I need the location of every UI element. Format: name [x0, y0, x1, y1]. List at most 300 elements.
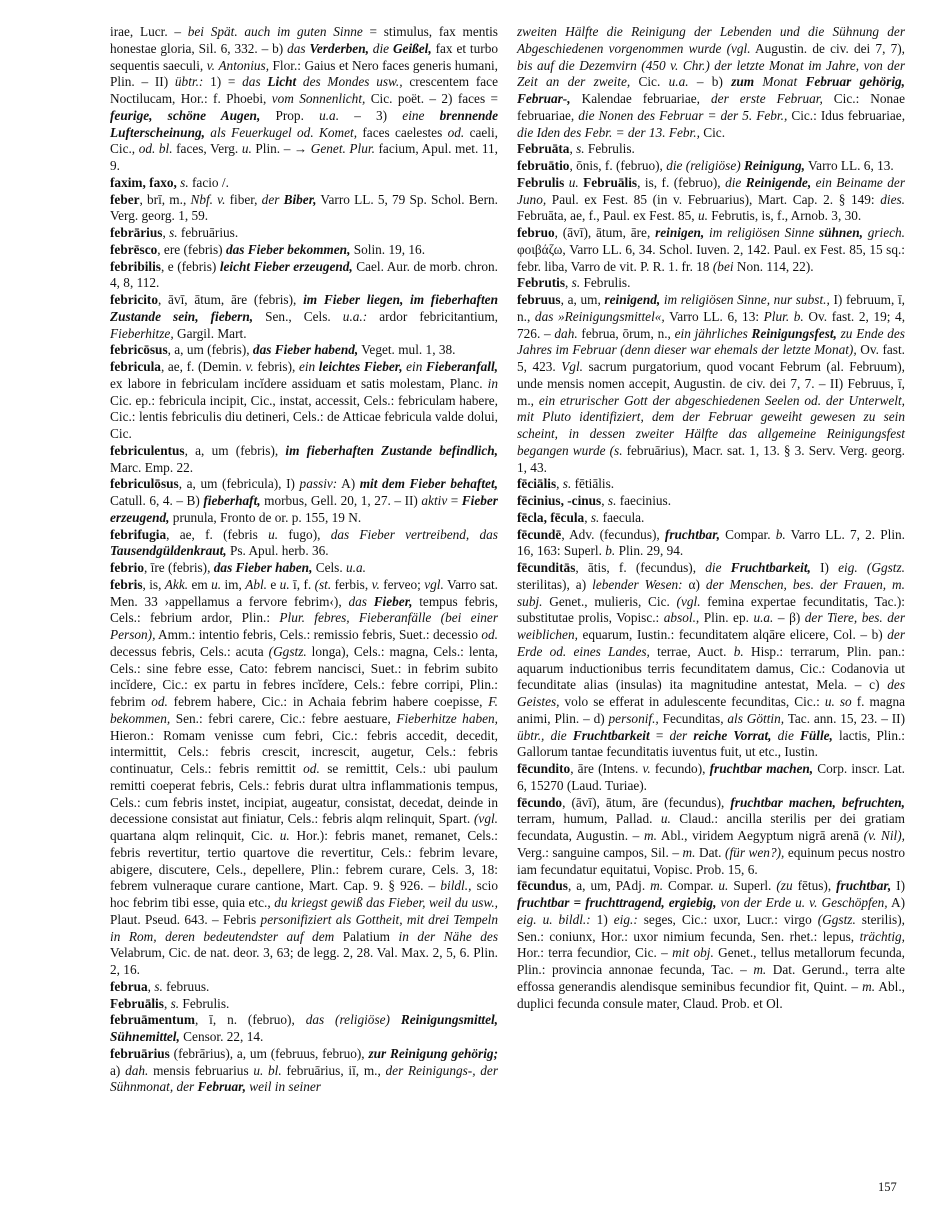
dictionary-entry [517, 527, 905, 561]
entry-text: = stimulus, fax mentis honestae gloria, Sil. 6, 332. – b) [110, 24, 498, 56]
entry-text: a) [110, 1062, 126, 1078]
entry-text: Abl. [245, 576, 267, 592]
entry-text: s. [571, 275, 581, 291]
entry-text: tempus febris, Cels.: febrium ardor, Plin.: [110, 593, 498, 626]
entry-text: decessus febris, Cels.: acuta [110, 643, 269, 659]
entry-text: Dat. [695, 844, 726, 860]
entry-text: od. [303, 761, 320, 776]
entry-text: Sen.: febri carere, Cic.: febre aestuare, [170, 710, 397, 726]
headword: febricōsus [110, 342, 168, 358]
dictionary-entry [110, 242, 498, 259]
entry-text: v. [245, 359, 254, 374]
entry-text: mit obj. [672, 945, 714, 961]
entry-text: fugo), [278, 526, 331, 542]
entry-text: absol., [663, 610, 700, 626]
entry-text: Non. 114, 22). [733, 258, 814, 274]
entry-text: der Tiere, bes. der weiblichen, [517, 610, 905, 642]
entry-text: Tausendgüldenkraut, [110, 543, 227, 559]
page-number: 157 [878, 1180, 897, 1194]
entry-text: , [569, 141, 577, 157]
right-column [517, 24, 905, 1012]
entry-text: Compar. [663, 878, 719, 894]
entry-text: , is, [142, 576, 165, 592]
entry-text: m. [644, 828, 657, 843]
headword: fēcundito [517, 761, 571, 776]
dictionary-entry [110, 996, 498, 1013]
entry-text: se remittit, Cels.: ubi paulum remitti coeperat febris, Cels.: febris durat ultra inflammationis tempus, Cels.: cum febris instet, incipiat, augeatur, consistat, decedat, deinde in decessione consistat aut finiatur, Cels.: febris alqm relinquit, Spart. [110, 761, 498, 827]
entry-text: februārius. [177, 225, 239, 240]
entry-text: Veget. mul. 1, 38. [358, 342, 456, 358]
entry-text: , a, um (febris), [167, 342, 253, 358]
entry-text: , āre (Intens. [570, 761, 643, 776]
entry-text: = [447, 493, 462, 508]
entry-text: das Fieber vertreibend, das [330, 526, 498, 542]
entry-text: A) [887, 895, 906, 910]
entry-text: fieberhaft, [203, 493, 261, 508]
entry-text: u. [211, 576, 222, 592]
entry-text: Hisp.: terrarum, Plin. pan.: aquarum inductionibus terris fecunditatem damus, Cic.: Codanovia ut fecunditate alias (insulas) ita magnitudine antestat, Mela. – c) [517, 643, 905, 693]
entry-text: übtr., die [517, 727, 573, 743]
headword: februo [517, 225, 555, 240]
entry-text: das [242, 74, 268, 90]
entry-text: I) februum, ī, n., [517, 292, 906, 324]
entry-text: trächtig, [859, 928, 905, 944]
headword: fēcundo [517, 794, 563, 810]
entry-text: das »Reinigungsmittel«, [534, 308, 665, 324]
entry-text: Marc. Emp. 22. [110, 459, 194, 475]
entry-text: fruchtbar, [664, 526, 720, 542]
entry-text: , [147, 978, 155, 994]
entry-text: od. [481, 627, 498, 642]
entry-text: sacrum purgatorium, quod vocant Februm (al. Februum), unde mensis nomen accepit, Augustin. de civ. dei 7, 7. – II) Februus, ī, m., [517, 359, 906, 408]
entry-text: febres, Fieberanfälle (bei einer Person), [110, 610, 498, 642]
entry-text: u.a.: [342, 308, 368, 324]
entry-text: Hor.: terra fecundior, Cic. – [517, 945, 673, 961]
entry-text: Februāta, ae, f., Paul. ex Fest. 85, [517, 208, 698, 224]
headword: februus [517, 292, 561, 307]
entry-text: Abl., viridem Aegyptum nigrā arenā [656, 828, 864, 843]
headword: fēcundē [517, 526, 562, 542]
entry-text: eig.: [613, 911, 638, 927]
entry-text: die [368, 40, 393, 56]
entry-text: im, [221, 576, 246, 592]
entry-text: v. [642, 761, 651, 776]
entry-text: Cic. ep.: febricula incipit, Cic., instat, accessit, Cels.: febriculam habere, Cic.: lentis febriculis diu detineri, Cels.: de Atticae febricula valde dolui, Cic. [110, 392, 498, 441]
entry-text: fecundo), [650, 761, 710, 776]
dictionary-entry [517, 510, 905, 527]
headword: febrārius [110, 225, 163, 240]
entry-text: (febrārius), a, um (februus, februo), [169, 1045, 369, 1061]
dictionary-entry [517, 476, 905, 493]
headword: febrio [110, 560, 144, 575]
entry-text: Plur. [279, 610, 305, 626]
dictionary-entry [110, 359, 498, 443]
entry-text: Fruchtbarkeit, [730, 560, 811, 575]
entry-text: Genet., mulieris, Cic. [542, 593, 677, 609]
entry-text: im religiösen Sinne [704, 225, 819, 240]
dictionary-entry [517, 175, 905, 225]
headword: februāmentum [110, 1012, 195, 1028]
headword: Februālis [110, 995, 164, 1011]
entry-text: , (āvī), ātum, āre (fecundus), [562, 794, 731, 810]
headword: febribilis [110, 258, 161, 274]
entry-text: Claud.: ancilla sterilis per dei gratiam fecundata, Augustin. – [517, 811, 905, 843]
entry-text: der Menschen, bes. der Frauen, m. subj. [517, 576, 905, 609]
entry-text: α) [682, 576, 706, 592]
entry-text: ein [402, 359, 426, 374]
entry-text: f. magna animi, Plin. – d) [517, 694, 905, 726]
dictionary-entry [110, 225, 498, 242]
entry-text: Plur. b. [763, 308, 804, 324]
entry-text: s. [562, 476, 572, 492]
entry-text: u. [824, 694, 835, 709]
entry-text: febrem habere, Cic.: in Achaia febrim habere coepisse, [167, 694, 489, 709]
entry-text: s. [169, 225, 178, 240]
entry-text: , [556, 476, 563, 492]
entry-text: zweiten Hälfte die Reinigung der Lebenden und die Sühnung der Abgeschiedenen vorgenommen wurde (vgl. [517, 24, 905, 56]
entry-text: 1) [590, 911, 614, 927]
entry-text: Verderben, [309, 40, 369, 56]
entry-text: , is, f. (februo), [637, 174, 726, 190]
entry-text: m. [650, 878, 664, 894]
entry-text: , ere (febris) [157, 241, 226, 257]
entry-text: scio hoc febrim tibi esse, quia etc., [110, 878, 498, 910]
entry-text: dies. [880, 191, 905, 207]
entry-text: fiber, [225, 191, 262, 207]
entry-text: = [649, 727, 670, 743]
entry-text: weil in seiner [245, 1079, 321, 1095]
entry-text: fruchtbar machen, befruchten, [730, 794, 905, 810]
entry-text: eine [402, 107, 440, 123]
entry-text: od. bl. [138, 141, 173, 157]
entry-text: Plin. 29, 94. [615, 543, 684, 559]
entry-text: als Feuerkugel od. Komet, [204, 124, 358, 140]
entry-text: s. [154, 978, 163, 994]
entry-text: m. [862, 978, 876, 994]
entry-text: crescentem face Noctilucam, Hor.: f. Phoebi, [110, 74, 498, 106]
entry-text: I) [891, 878, 905, 894]
entry-text: Ov. fast. 5, 423. [517, 342, 905, 374]
entry-text: , ae, f. (febris [166, 526, 269, 542]
headword: faxim, faxo, [110, 174, 177, 190]
entry-text: faecula. [599, 509, 645, 525]
entry-text: , [162, 225, 170, 240]
entry-text: , [565, 275, 572, 291]
entry-text: v. [206, 57, 215, 73]
entry-text: Nbf. v. [190, 191, 226, 207]
entry-text: febris), [253, 359, 299, 374]
entry-text: u. [660, 811, 671, 827]
entry-text: fax et turbo sequentis saeculi, [110, 40, 498, 73]
entry-text: februārius), Macr. sat. 1, 13. § 3. Serv. Verg. georg. 1, 43. [517, 442, 905, 475]
entry-text: Februlis. [584, 141, 635, 157]
entry-text: u. [268, 526, 279, 542]
entry-text: sühnen, [818, 225, 863, 240]
entry-text: der [261, 191, 284, 207]
entry-text: , a, um, [560, 292, 605, 307]
entry-text: Genet. Plur. [310, 141, 375, 157]
entry-text: (für wen?), [725, 844, 785, 860]
entry-text: Fieber, [373, 593, 413, 609]
entry-text: Biber, [283, 191, 317, 207]
entry-text: Hieron.: Romam venisse cum febri, Cic.: febris accedit, decedit, intermittit, Cels.: febris crescit, increscit, augetur, Cels.: febris continuatur, Cels.: febris remittit [110, 727, 498, 776]
entry-text: Cic.: Idus februariae, [787, 107, 906, 123]
entry-text: Superl. [728, 878, 777, 894]
entry-text: reinigen, [655, 225, 705, 240]
headword: Februlis [517, 174, 565, 190]
entry-text: Verg.: sanguine campos, Sil. – [517, 844, 683, 860]
headword: fēcunditās [517, 560, 576, 575]
entry-text: zu Ende des Jahres im Februar (denn dieser war ehemals der letzte Monat), [517, 325, 905, 358]
entry-text: u. [568, 174, 579, 190]
entry-text: Februar gehörig, Februar-, [517, 74, 906, 106]
entry-text: b. [775, 526, 786, 542]
entry-text: in [487, 375, 498, 391]
entry-text: volo se efferat in adulescente fecunditas, Cic.: [559, 694, 825, 709]
entry-text: zur Reinigung gehörig; [368, 1045, 498, 1061]
entry-text: Corp. inscr. Lat. 6, 15270 (Laud. Turiae). [517, 761, 905, 793]
entry-text: Varro LL. 7, 2. Plin. 16, 163: Superl. [517, 526, 905, 559]
entry-text: Paul. ex Fest. 85 (in v. Februarius), Mart. Cap. 2. § 149: [546, 191, 881, 207]
entry-text: Fieber erzeugend, [110, 493, 498, 525]
entry-text: s. [590, 509, 600, 525]
entry-text: das Fieber habend, [252, 342, 359, 358]
entry-text: Amm.: intentio febris, Cels.: remissio febris, Suet.: decessio [155, 627, 482, 642]
headword: febricito [110, 292, 158, 307]
entry-text: lactis, Plin.: Gallorum tantae fecunditatis iuventus fuit, ut etc., Iustin. [517, 727, 905, 760]
entry-text: Cael. Aur. de morb. chron. 4, 8, 112. [110, 258, 498, 291]
entry-text: sterilitas), a) [517, 576, 593, 592]
dictionary-entry [517, 493, 905, 510]
entry-text: seges, Cic.: uxor, Lucr.: virgo [637, 911, 818, 927]
dictionary-entry [517, 24, 905, 141]
entry-text: I) [810, 560, 839, 575]
entry-text: Februar, [197, 1079, 246, 1095]
dictionary-entry [517, 141, 905, 158]
headword: febrēsco [110, 241, 158, 257]
headword: fēcundus [517, 878, 568, 894]
entry-text: mit dem Fieber behaftet, [359, 476, 498, 492]
entry-text: so [839, 694, 852, 709]
entry-text: der Reinigungs-, der Sühnmonat, der [110, 1062, 499, 1095]
entry-text: Plin. – → [251, 141, 311, 157]
entry-text: , Adv. (fecundus), [561, 526, 665, 542]
entry-text: femina expertae fecunditatis, Tac.): substitutae prolis, Vopisc.: [517, 593, 905, 626]
entry-text: das [348, 593, 374, 609]
entry-text: s. [607, 493, 617, 508]
entry-text: der [669, 727, 694, 743]
entry-text: ī, f. [289, 576, 315, 592]
entry-text: vgl. [424, 576, 444, 592]
headword: februa [110, 978, 148, 994]
dictionary-entry [517, 158, 905, 175]
entry-text: facium, Apul. met. 11, 9. [110, 141, 498, 173]
entry-text: caeli, Cic., [110, 124, 498, 157]
entry-text: Februlis. [179, 995, 230, 1011]
entry-text: prunula, Fronto de or. p. 155, 19 N. [169, 509, 362, 525]
entry-text: Antonius, [218, 57, 270, 73]
entry-text: Cic. [630, 74, 669, 90]
left-column [110, 24, 498, 1096]
entry-text: , [163, 995, 171, 1011]
entry-text: griech. [862, 225, 906, 240]
entry-text: u. bl. [253, 1062, 282, 1078]
entry-text: übtr.: [174, 74, 204, 90]
entry-text: Compar. [719, 526, 776, 542]
entry-text: Gargil. Mart. [173, 325, 247, 341]
entry-text: Tac. ann. 15, 23. – II) [784, 710, 905, 726]
dictionary-entry [110, 577, 498, 979]
entry-text: A) [337, 476, 360, 492]
headword: feber [110, 191, 140, 207]
entry-text: Plin. ep. [699, 610, 754, 626]
entry-text: im religiösen Sinne, nur subst., [660, 292, 830, 307]
entry-text: u. [697, 208, 708, 224]
entry-text: das (religiöse) [305, 1012, 401, 1028]
entry-text: φοιβάζω, Varro LL. 6, 34. Schol. Iuven. 2, 142. Paul. ex Fest. 85, 15 sq.: febr. liba, Varro de vit. P. R. 1. fr. 18 [517, 241, 905, 274]
entry-text: fruchtbar machen, [709, 761, 814, 776]
entry-text: (vgl. [676, 593, 701, 609]
entry-text: , īre (febris), [143, 560, 214, 575]
entry-text: sterilis), Sen.: coniunx, Hor.: uxor nimium fecunda, Sen. rhet.: lepus, [517, 911, 905, 944]
entry-text: mensis februarius [148, 1062, 254, 1078]
entry-text: die [771, 727, 800, 743]
entry-text: personifiziert als Gottheit, mit drei Tempeln in Rom, deren bedeutendster auf dem [110, 911, 498, 944]
entry-text: ein etrurischer Gott der abgeschiedenen Seelen od. der Unterwelt, mit Pluto identifiziert, dem der Februar geweiht gewesen zu sein scheint, in dessen zweiter Hälfte das allgemeine Reinigungsfest begangen wurde (s. [517, 392, 905, 458]
entry-text: Flor.: Gaius et Nero faces generis humani, Plin. – II) [110, 57, 498, 90]
entry-text: s. [180, 174, 189, 190]
entry-text: , brī, m., [139, 191, 191, 207]
entry-text: Kalendae februariae, [570, 91, 712, 106]
headword: februātio [517, 158, 570, 173]
entry-text: b. [605, 543, 616, 559]
entry-text: Reinigende, [745, 174, 812, 190]
dictionary-entry [110, 560, 498, 577]
entry-text: eig. u. bildl.: [517, 911, 591, 927]
entry-text: ferveo; [379, 576, 425, 592]
entry-text: morbus, Gell. 20, 1, 27. – II) [260, 493, 422, 508]
entry-text: Fieberanfall, [425, 359, 498, 374]
entry-text: terram, humum, Pallad. [517, 811, 661, 827]
entry-text: das [287, 40, 310, 56]
dictionary-entry [110, 24, 498, 175]
entry-text: bis auf die Dezemvirn (450 v. Chr.) der letzte Monat im Jahre, von der Zeit an der zweite, [517, 57, 905, 90]
entry-text: die Nonen des Februar = der 5. Febr., [578, 107, 788, 123]
entry-text: s. [576, 141, 585, 157]
dictionary-entry [110, 443, 498, 477]
entry-text: dah. [125, 1062, 149, 1078]
entry-text: Censor. 22, 14. [179, 1029, 264, 1044]
entry-text: Velabrum, Cic. de nat. deor. 3, 63; de legg. 2, 28. Val. Max. 2, 5, 6. Plin. 2, 16. [110, 945, 498, 977]
entry-text: Augustin. de civ. dei 7, 7), [750, 40, 905, 56]
entry-text: februus. [162, 978, 210, 994]
entry-text: Vgl. [561, 359, 583, 374]
entry-text: die (religiöse) [666, 158, 744, 173]
entry-text: des Geistes, [517, 677, 905, 709]
entry-text: F. bekommen, [110, 694, 498, 726]
entry-text: Reinigung, [744, 158, 805, 173]
entry-text: Fieberhitze haben, [396, 710, 498, 726]
entry-text: Fruchtbarkeit [572, 727, 650, 743]
entry-text: Fecunditas, [658, 710, 728, 726]
entry-text: , [584, 509, 591, 525]
entry-text: – 3) [339, 107, 403, 123]
entry-text: , ātis, f. (fecundus), [575, 560, 706, 575]
entry-text: Genet., tellus metallorum fecunda, Plin.: provincia annonae fecunda, Tac. – [517, 945, 905, 977]
entry-text: , a, um (febricula), I) [178, 476, 300, 492]
entry-text: aktiv [421, 493, 448, 508]
entry-text: u. [718, 878, 729, 894]
entry-text: Monat [762, 74, 798, 90]
entry-text: Geißel, [392, 40, 432, 56]
entry-text: equarum, Iustin.: fecunditatem alqāre elicere, Col. – b) [577, 627, 888, 642]
entry-text: Hor.): febris manet, remanet, Cels.: febris revertitur, tertio quartove die revertitur, Cels.: febrim levare, abigere, discutere, Cels., depellere, Plin.: febrem curare, Cels. 3, 18: febrem vulneraque curare cantione, Mart. Cap. 9. § 926. – [110, 828, 498, 894]
entry-text: faces caelestes [357, 124, 448, 140]
headword: febriculentus [110, 442, 185, 458]
entry-text: im fieberhaften Zustande befindlich, [285, 442, 498, 458]
dictionary-entry [110, 1046, 498, 1096]
entry-text: fruchtbar = fruchttragend, ergiebig, [517, 895, 717, 910]
entry-text: zum [731, 74, 755, 90]
entry-text: Sen., Cels. [253, 308, 343, 324]
entry-text: leicht Fieber erzeugend, [219, 258, 353, 274]
entry-text: Fieberhitze, [110, 325, 174, 341]
entry-text: Akk. [164, 576, 189, 592]
entry-text: Solin. 19, 16. [350, 241, 426, 257]
entry-text: (vgl. [474, 811, 498, 827]
dictionary-entry [110, 476, 498, 526]
entry-text: das Fieber haben, [213, 560, 313, 575]
entry-text: , ae, f. (Demin. [160, 359, 246, 374]
entry-text: in der Nähe des [398, 928, 498, 944]
dictionary-entry [110, 192, 498, 226]
dictionary-entry [517, 275, 905, 292]
entry-text: faecinius. [616, 493, 672, 508]
dictionary-entry [110, 979, 498, 996]
headword: februārius [110, 1045, 170, 1061]
dictionary-entry [110, 342, 498, 359]
entry-text: vom Sonnenlicht, [271, 91, 366, 106]
entry-text: , (āvī), ātum, āre, [554, 225, 656, 240]
dictionary-entry [110, 175, 498, 192]
entry-text: Reinigungsmittel, Sühnemittel, [110, 1012, 499, 1044]
entry-text: Prop. [260, 107, 320, 123]
headword: fēcinius, -cinus [517, 493, 602, 508]
entry-text: Cic. poët. – 2) faces = [365, 91, 498, 106]
headword: febricula [110, 359, 161, 374]
dictionary-entry [517, 225, 905, 275]
entry-text: (v. Nil), [863, 828, 905, 843]
entry-text: bei Spät. auch im guten Sinne [187, 24, 363, 39]
entry-text: fruchtbar, [836, 878, 892, 894]
entry-text: Ov. fast. 2, 19; 4, 726. – [517, 308, 906, 341]
entry-text: ardor febricitantium, [367, 308, 498, 324]
entry-text [305, 610, 314, 625]
entry-text: 1) = [203, 74, 243, 90]
entry-text: die [725, 174, 746, 190]
entry-text: passiv: [299, 476, 338, 492]
dictionary-entry [517, 795, 905, 879]
headword: Februtis [517, 275, 566, 291]
entry-text: (Ggstz. [268, 643, 307, 659]
entry-text: bildl., [440, 878, 472, 894]
entry-text: e [267, 576, 280, 592]
entry-text: (Ggstz. [817, 911, 856, 927]
entry-text: Februtis, is, f., Arnob. 3, 30. [707, 208, 862, 224]
entry-text: em [188, 576, 212, 592]
entry-text: m. [753, 962, 767, 977]
entry-text: feurige, schöne Augen, [110, 107, 261, 123]
